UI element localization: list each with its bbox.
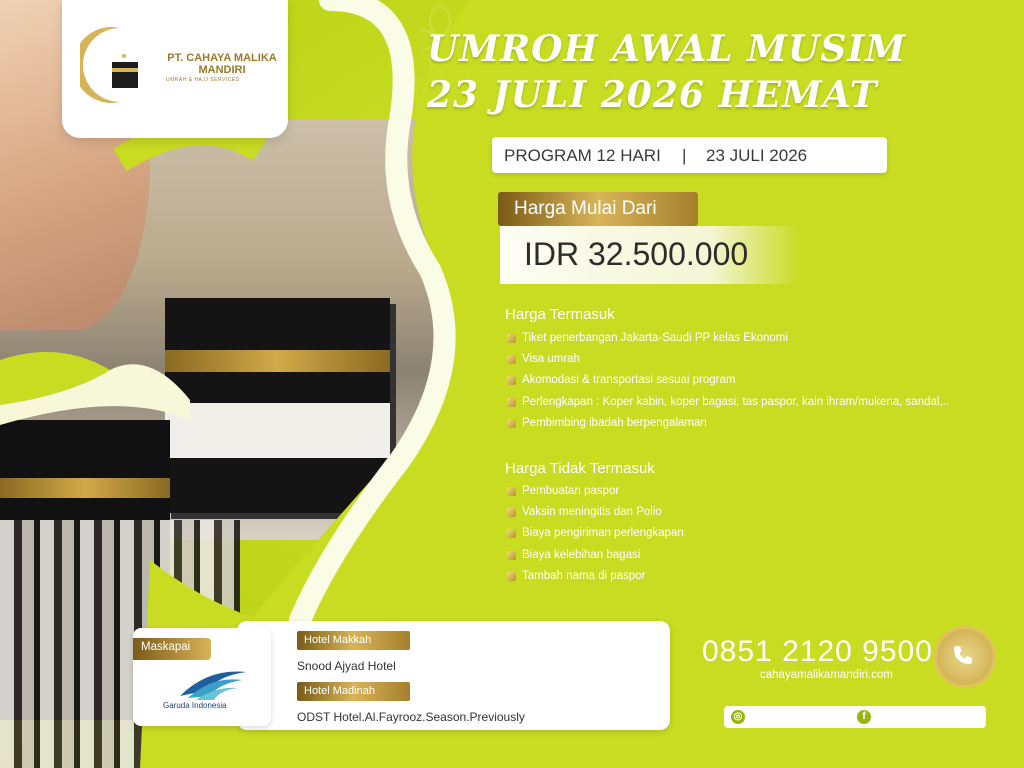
website-link[interactable]: cahayamalikamandiri.com (760, 669, 893, 681)
check-icon (507, 551, 516, 560)
page-title: UMROH AWAL MUSIM 23 JULI 2026 HEMAT (427, 28, 907, 116)
list-item: Biaya pengiriman perlengkapan (507, 527, 684, 548)
phone-number[interactable]: 0851 2120 9500 (702, 635, 933, 668)
logo-card (62, 0, 288, 138)
list-item: Vaksin meningitis dan Polio (507, 506, 684, 527)
list-item: Biaya kelebihan bagasi (507, 549, 684, 570)
included-list (507, 332, 949, 438)
list-item: Akomodasi & transportasi sesuai program (507, 374, 949, 395)
price-box (500, 226, 800, 284)
price-label-badge (498, 192, 698, 226)
hotel-madinah-tag (297, 682, 410, 701)
list-item: Pembimbing ibadah berpengalaman (507, 417, 949, 438)
check-icon (507, 419, 516, 428)
check-icon (507, 376, 516, 385)
check-icon (507, 487, 516, 496)
phone-icon[interactable] (934, 626, 996, 688)
list-item: Tiket penerbangan Jakarta-Saudi PP kelas Ekonomi (507, 332, 949, 353)
price-value: IDR 32.500.000 (524, 236, 749, 272)
hotel-makkah-name: Snood Ajyad Hotel (297, 659, 396, 673)
hotel-madinah-label: Hotel Madinah (304, 685, 375, 697)
price-label: Harga Mulai Dari (514, 198, 657, 219)
company-tagline: UMRAH & HAJJ SERVICES (166, 77, 240, 83)
hotel-card (237, 621, 670, 730)
excluded-list (507, 485, 684, 591)
program-duration: PROGRAM 12 HARI (504, 146, 661, 165)
list-item: Perlengkapan : Koper kabin, koper bagasi, tas paspor, kain ihram/mukena, sandal,.. (507, 396, 949, 417)
company-name: PT. CAHAYA MALIKA MANDIRI (167, 52, 277, 76)
check-icon (507, 334, 516, 343)
program-separator: | (682, 146, 687, 165)
check-icon (507, 508, 516, 517)
program-date: 23 JULI 2026 (706, 146, 808, 165)
excluded-title: Harga Tidak Termasuk (505, 460, 655, 477)
check-icon (507, 398, 516, 407)
check-icon (507, 355, 516, 364)
crescent-kaaba-icon (80, 22, 146, 108)
garuda-logo-icon (178, 666, 248, 702)
airline-label-badge (133, 638, 211, 660)
list-item: Visa umrah (507, 353, 949, 374)
social-bar (724, 706, 986, 728)
airline-label: Maskapai (141, 641, 191, 653)
hotel-madinah-name: ODST Hotel.Al.Fayrooz.Season.Previously (297, 710, 525, 724)
facebook-icon[interactable]: f (857, 710, 871, 724)
check-icon (507, 572, 516, 581)
included-title: Harga Termasuk (505, 306, 615, 323)
instagram-icon[interactable]: ◎ (731, 710, 745, 724)
airline-card (133, 628, 271, 726)
check-icon (507, 529, 516, 538)
list-item: Tambah nama di paspor (507, 570, 684, 591)
airline-name: Garuda Indonesia (163, 701, 227, 710)
program-bar (492, 137, 887, 173)
list-item: Pembuatan paspor (507, 485, 684, 506)
hotel-makkah-label: Hotel Makkah (304, 634, 372, 646)
hotel-makkah-tag (297, 631, 410, 650)
